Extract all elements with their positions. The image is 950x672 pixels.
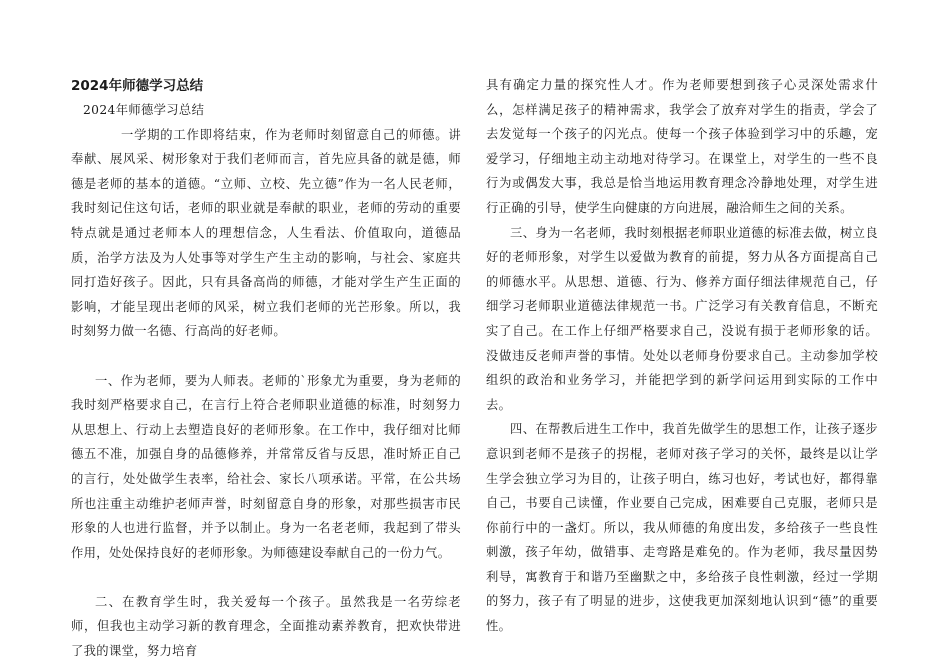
document-title: 2024年师德学习总结 [71,78,204,94]
paragraph-section-1: 一、作为老师，要为人师表。老师的`形象尤为重要，身为老师的我时刻严格要求自己，在言行上符合老师职业道德的标准，时刻努力从思想上、行动上去塑造良好的老师形象。在工作中，我仔细对比师德五不准，加强自身的品德修养，并常常反省与反思，准时矫正自己的言行，处处做学生表率，给社会、家长八项承诺。平常，在公共场所也注重主动维护老师声誉，时刻留意自身的形象，对那些损害市民形象的人也进行监督，并予以制止。身为一名老老师，我起到了带头作用，处处保持良好的老师形象。为师德建设奉献自己的一份力气。 [71,373,461,560]
document-subtitle: 2024年师德学习总结 [83,103,205,117]
paragraph-intro: 一学期的工作即将结束，作为老师时刻留意自己的师德。讲奉献、展风采、树形象对于我们老师而言，首先应具备的就是德，师德是老师的基本的道德。“立师、立校、先立德”作为一名人民老师，我时刻记住这句话，老师的职业就是奉献的职业，老师的劳动的重要特点就是通过老师本人的理想信念，人生看法、价值取向，道德品质，治学方法及为人处事等对学生产生主动的影响，与社会、家庭共同打造好孩子。因此，只有具备高尚的师德，才能对学生产生正面的影响，才能呈现出老师的风采，树立我们老师的光芒形象。所以，我时刻努力做一名德、行高尚的好老师。 [71,127,461,339]
paragraph-section-4: 四、在帮教后进生工作中，我首先做学生的思想工作，让孩子逐步意识到老师不是孩子的拐棍，老师对孩子学习的关怀，最终是以让学生学会独立学习为目的，让孩子明白，练习也好，考试也好，都得靠自己，书要自己读懂，作业要自己完成，困难要自己克服，老师只是你前行中的一盏灯。所以，我从师德的角度出发，多给孩子一些良性刺激，孩子年幼，做错事、走弯路是难免的。作为老师，我尽量因势利导，寓教育于和谐乃至幽默之中，多给孩子良性刺激，经过一学期的努力，孩子有了明显的进步，这使我更加深刻地认识到“德”的重要性。 [486,422,878,634]
right-column [486,73,878,639]
paragraph-section-2-start: 二、在教育学生时，我关爱每一个孩子。虽然我是一名劳综老师，但我也主动学习新的教育理念，全面推动素养教育，把欢快带进了我的课堂，努力培育 [71,594,461,659]
left-column [71,98,461,664]
paragraph-section-2-cont: 具有确定力量的探究性人才。作为老师要想到孩子心灵深处需求什么，怎样满足孩子的精神需求，我学会了放弃对学生的指责，学会了去发觉每一个孩子的闪光点。使每一个孩子体验到学习中的乐趣，宠爱学习，仔细地主动主动地对待学习。在课堂上，对学生的一些不良行为或偶发大事，我总是恰当地运用教育理念冷静地处理，对学生进行正确的引导，使学生向健康的方向进展，融洽师生之间的关系。 [486,78,878,215]
paragraph-section-3: 三、身为一名老师，我时刻根据老师职业道德的标准去做，树立良好的老师形象，对学生以爱做为教育的前提，努力从各方面提高自己的师德水平。从思想、道德、行为、修养方面仔细法律规范自己，仔细学习老师职业道德法律规范一书。广泛学习有关教育信息，不断充实了自己。在工作上仔细严格要求自己，没说有损于老师形象的话。没做违反老师声誉的事情。处处以老师身份要求自己。主动参加学校组织的政治和业务学习，并能把学到的新学问运用到实际的工作中去。 [486,225,878,412]
